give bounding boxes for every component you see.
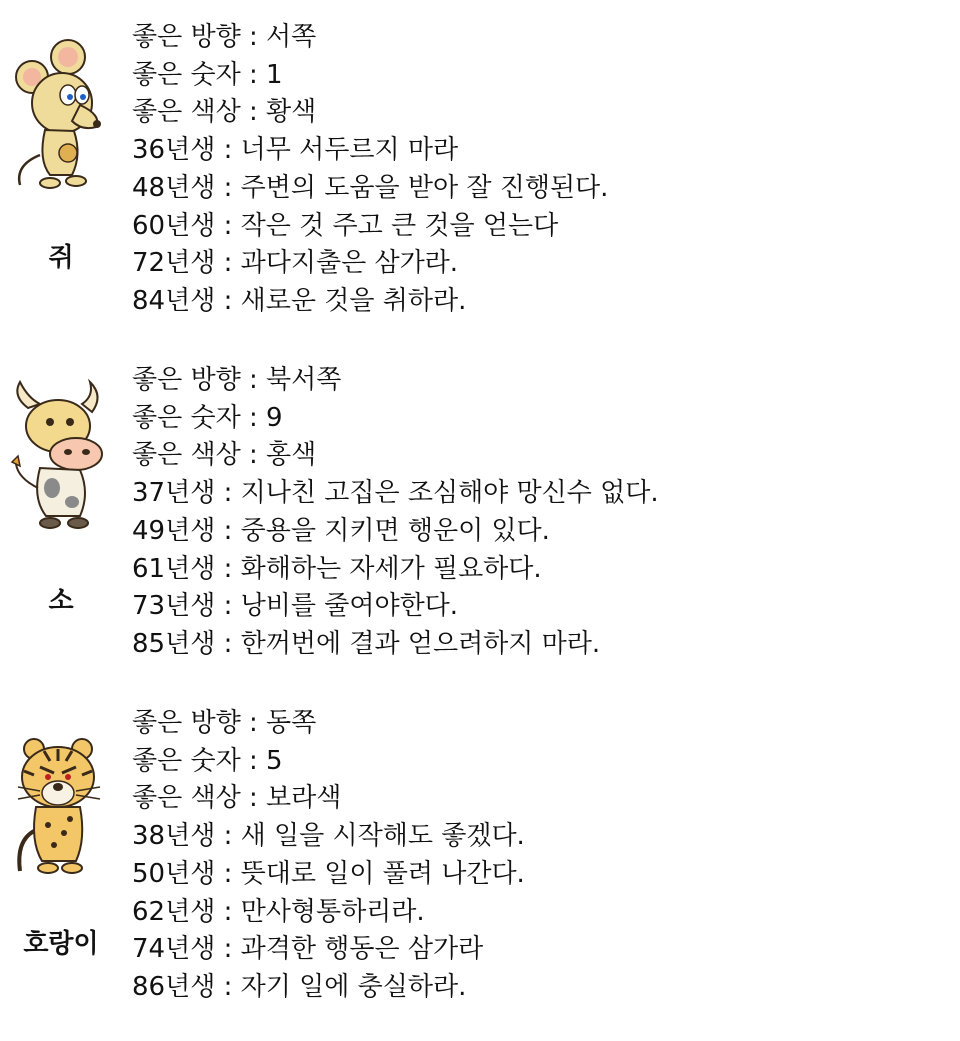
fortune-line: 60년생 : 작은 것 주고 큰 것을 얻는다 (132, 210, 559, 241)
fortune-line: 38년생 : 새 일을 시작해도 좋겠다. (132, 821, 525, 852)
animal-name: 소 (48, 586, 74, 616)
fortune-list (132, 705, 525, 1007)
fortune-line: 72년생 : 과다지출은 삼가라. (132, 248, 459, 279)
zodiac-section-ox (0, 358, 960, 698)
fortune-line: 37년생 : 지나친 고집은 조심해야 망신수 없다. (132, 478, 659, 509)
fortune-line: 좋은 방향 : 동쪽 (132, 708, 317, 738)
fortune-line: 74년생 : 과격한 행동은 삼가라 (132, 934, 484, 965)
fortune-line: 좋은 숫자 : 1 (132, 59, 283, 90)
fortune-line: 49년생 : 중용을 지키면 행운이 있다. (132, 515, 550, 546)
animal-name: 호랑이 (23, 929, 99, 959)
fortune-line: 좋은 색상 : 홍색 (132, 440, 317, 471)
fortune-list (132, 19, 608, 321)
ox-icon (10, 378, 110, 538)
fortune-line: 좋은 색상 : 보라색 (132, 783, 342, 814)
fortune-line: 62년생 : 만사형통하리라. (132, 896, 425, 927)
fortune-line: 36년생 : 너무 서두르지 마라 (132, 135, 459, 166)
tiger-icon (10, 721, 110, 881)
zodiac-section-rat (0, 15, 960, 355)
fortune-line: 좋은 방향 : 서쪽 (132, 22, 317, 52)
fortune-line: 좋은 숫자 : 5 (132, 745, 283, 776)
fortune-line: 좋은 색상 : 황색 (132, 97, 317, 128)
fortune-line: 73년생 : 낭비를 줄여야한다. (132, 591, 459, 622)
fortune-line: 61년생 : 화해하는 자세가 필요하다. (132, 553, 542, 584)
animal-name: 쥐 (48, 243, 74, 273)
fortune-line: 좋은 방향 : 북서쪽 (132, 365, 342, 395)
fortune-line: 85년생 : 한꺼번에 결과 얻으려하지 마라. (132, 628, 601, 659)
fortune-line: 48년생 : 주변의 도움을 받아 잘 진행된다. (132, 172, 609, 203)
rat-icon (10, 35, 110, 195)
fortune-line: 84년생 : 새로운 것을 취하라. (132, 285, 467, 316)
fortune-line: 50년생 : 뜻대로 일이 풀려 나간다. (132, 858, 525, 889)
fortune-list (132, 362, 659, 664)
zodiac-section-tiger (0, 701, 960, 1041)
fortune-line: 좋은 숫자 : 9 (132, 402, 283, 433)
fortune-line: 86년생 : 자기 일에 충실하라. (132, 971, 467, 1002)
